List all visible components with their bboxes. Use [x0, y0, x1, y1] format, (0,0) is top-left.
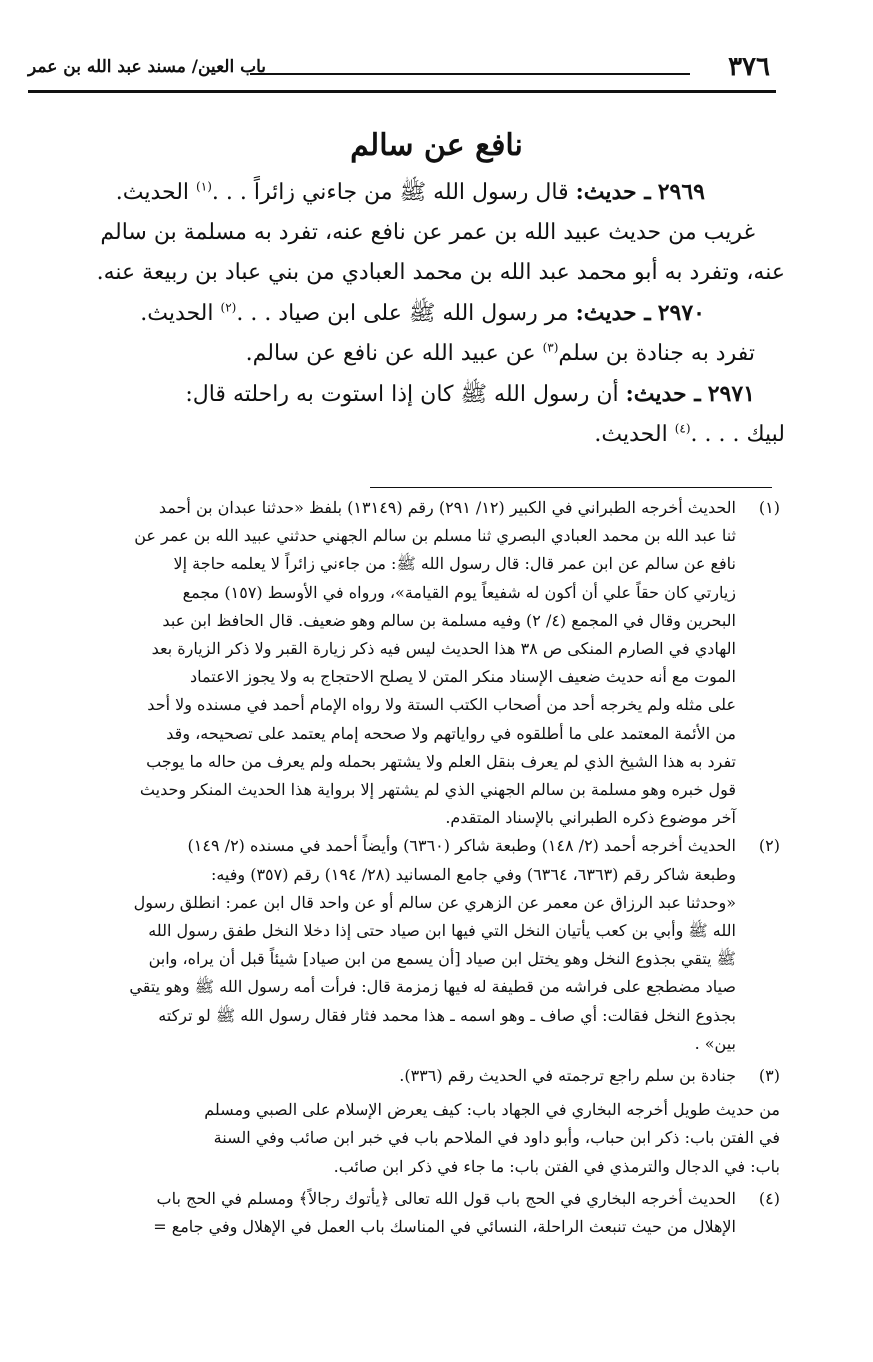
main-text: [45, 172, 785, 455]
hadith-text: أن رسول الله ﷺ كان إذا استوت به راحلته قال:: [185, 382, 619, 407]
footnote-line: على مثله ولم يخرجه أحد من أصحاب الكتب الستة ولا رواه الإمام أحمد في مسنده ولا أحد: [147, 695, 736, 715]
footnote-line: وطبعة شاكر رقم (٦٣٦٣، ٦٣٦٤) وفي جامع المسانيد (٢٨/ ١٩٤) رقم (٣٥٧) وفيه:: [210, 864, 736, 884]
footnote-line: تفرد به هذا الشيخ الذي لم يعرف بنقل العلم ولا يشتهر بحمله ولم يعرف من حاله ما يوجب: [146, 751, 736, 771]
hadith-comment-line: غريب من حديث عبيد الله بن عمر عن نافع عنه، تفرد به مسلمة بن سالم: [100, 220, 755, 245]
hadith-line: [45, 415, 785, 455]
hadith-comment-line: [45, 334, 785, 374]
hadith-2971: [45, 374, 785, 415]
footnote-line: البحرين وقال في المجمع (٤/ ٢) وفيه مسلمة بن سالم وهو ضعيف. قال الحافظ ابن عبد: [162, 610, 736, 630]
footnote-separator: [370, 487, 772, 488]
hadith-2969: [45, 172, 785, 213]
header-rule: [28, 90, 776, 93]
header-line: [250, 73, 690, 75]
footnote-line: الموت مع أنه حديث ضعيف الإسناد منكر المتن لا يصلح الاحتجاج به ولا يجوز الاعتماد: [189, 667, 736, 687]
footnote-line: بجذوع النخل فقالت: أي صاف ـ وهو اسمه ـ هذا محمد فثار فقال رسول الله ﷺ لو تركته: [158, 1005, 736, 1025]
footnote-line: الله ﷺ وأبي بن كعب يأتيان النخل التي فيها ابن صياد حتى إذا دخلا النخل طفق رسول الله: [148, 921, 736, 941]
footnote-mark: (٣): [758, 1066, 780, 1086]
footnote-line: من الأئمة المعتمد على ما أطلقوه في رواياتهم ولا صححه إمام يعتمد على تصحيحه، وقد: [166, 723, 736, 743]
comment-text: عن عبيد الله عن نافع عن سالم.: [245, 341, 536, 366]
footnote-mark: (٢): [758, 836, 780, 856]
footnote-mark: (١): [758, 498, 780, 517]
hadith-text: قال رسول الله ﷺ من جاءني زائراً . . .: [211, 180, 569, 205]
footnote-continuation: [32, 1096, 780, 1181]
hadith-number: ٢٩٧١: [707, 381, 755, 407]
footnote-ref: (٢): [220, 300, 237, 315]
footnote-line: بين» .: [694, 1033, 736, 1053]
hadith-number: ٢٩٧٠: [657, 300, 705, 326]
footnote-line: زيارتي كان حقاً علي أن أكون له شفيعاً يوم القيامة»، ورواه في الأوسط (١٥٧) مجمع: [182, 582, 736, 602]
hadith-text: مر رسول الله ﷺ على ابن صياد . . .: [236, 301, 569, 326]
footnote-ref: (١): [196, 179, 212, 194]
footnote-ref: (٣): [542, 340, 559, 355]
running-title: باب العين/ مسند عبد الله بن عمر: [28, 57, 266, 77]
hadith-label: ـ حديث:: [625, 381, 701, 407]
footnote-line: صياد مضطجع على فراشه من قطيفة له فيها زمزمة قال: فرأت أمه رسول الله ﷺ وهو يتقي: [129, 977, 736, 997]
footnote-3: [32, 1062, 780, 1090]
hadith-tail: الحديث.: [140, 301, 214, 326]
hadith-label: ـ حديث:: [575, 300, 651, 326]
hadith-label: ـ حديث:: [575, 179, 651, 205]
footnotes: [32, 494, 780, 1241]
footnote-line: ثنا عبد الله بن محمد العبادي البصري ثنا مسلم بن سالم الجهني حدثني عبيد الله بن عمر عن: [134, 526, 736, 546]
footnote-line: ﷺ يتقي بجذوع النخل وهو يختل ابن صياد [أن يسمع من ابن صياد] شيئاً قبل أن يراه، وابن: [148, 949, 736, 969]
footnote-mark: (٤): [758, 1188, 780, 1208]
footnote-line: في الفتن باب: ذكر ابن حباب، وأبو داود في الملاحم باب في خبر ابن صائب وفي السنة: [213, 1128, 780, 1148]
footnote-4: [32, 1185, 780, 1241]
footnote-line: جنادة بن سلم راجع ترجمته في الحديث رقم (٣٣٦).: [399, 1066, 736, 1086]
footnote-line: الحديث أخرجه الطبراني في الكبير (١٢/ ٢٩١) رقم (١٣١٤٩) بلفظ «حدثنا عبدان بن أحمد: [158, 498, 736, 517]
footnote-line: «وحدثنا عبد الرزاق عن معمر عن الزهري عن سالم أو عن واحد قال ابن عمر: انطلق رسول: [133, 892, 736, 912]
footnote-line: باب: في الدجال والترمذي في الفتن باب: ما جاء في ذكر ابن صائب.: [333, 1156, 780, 1176]
running-header: [28, 52, 770, 82]
footnote-ref: (٤): [674, 421, 691, 436]
hadith-text: لبيك . . . .: [690, 422, 785, 447]
chapter-title: نافع عن سالم: [350, 128, 523, 163]
page-number: ٣٧٦: [728, 52, 770, 82]
footnote-line: نافع عن سالم عن ابن عمر قال: قال رسول الله ﷺ: من جاءني زائراً لا يعلمه حاجة إلا: [173, 554, 736, 574]
hadith-number: ٢٩٦٩: [657, 179, 705, 205]
footnote-line: الإهلال من حيث تنبعث الراحلة، النسائي في المناسك باب العمل في الإهلال وفي جامع =: [153, 1217, 736, 1237]
footnote-line: الحديث أخرجه أحمد (٢/ ١٤٨) وطبعة شاكر (٦٣٦٠) وأيضاً أحمد في مسنده (٢/ ١٤٩): [187, 836, 736, 856]
footnote-line: الحديث أخرجه البخاري في الحج باب قول الله تعالى ﴿يأتوك رجالاً﴾ ومسلم في الحج باب: [156, 1188, 736, 1208]
hadith-comment-line: عنه، وتفرد به أبو محمد عبد الله بن محمد العبادي من بني عباد بن ربيعة عنه.: [96, 260, 785, 285]
footnote-line: آخر موضوع ذكره الطبراني بالإسناد المتقدم.: [445, 808, 736, 828]
footnote-line: الهادي في الصارم المنكى ص ٣٨ هذا الحديث ليس فيه ذكر زيارة القبر ولا ذكر الزيارة بعد: [151, 639, 736, 659]
hadith-tail: الحديث.: [594, 422, 668, 447]
hadith-2970: [45, 293, 785, 334]
footnote-2: [32, 832, 780, 1058]
hadith-tail: الحديث.: [115, 180, 190, 205]
comment-text: تفرد به جنادة بن سلم: [558, 341, 755, 366]
footnote-line: قول خبره وهو مسلمة بن سالم الجهني الذي لم يشتهر إلا برواية هذا الحديث المنكر وحديث: [139, 780, 736, 800]
footnote-1: [32, 494, 780, 832]
footnote-line: من حديث طويل أخرجه البخاري في الجهاد باب: كيف يعرض الإسلام على الصبي ومسلم: [204, 1100, 780, 1120]
